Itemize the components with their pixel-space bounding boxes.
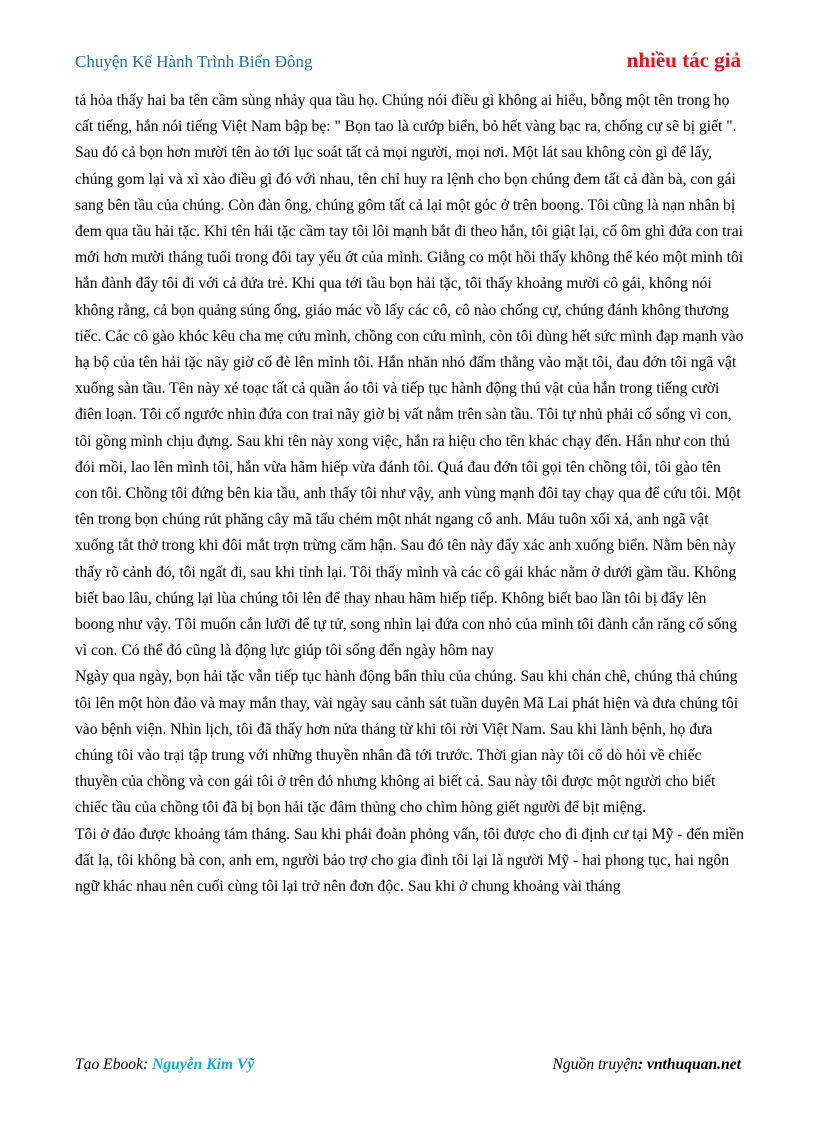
source-credit-label: Nguồn truyện <box>552 1056 638 1073</box>
page-footer <box>75 1056 741 1078</box>
page-header <box>75 48 741 78</box>
source-site: vnthuquan.net <box>646 1056 741 1073</box>
ebook-credit-separator: : <box>143 1056 153 1073</box>
page-body <box>75 88 746 1033</box>
book-title: Chuyện Kể Hành Trình Biển Đông <box>75 52 313 71</box>
paragraph: Sau đó cả bọn hơn mười tên ào tới lục soát tất cả mọi người, mọi nơi. Một lát sau không còn gì để lấy, chúng gom lại và xì xào điều gì đó với nhau, tên chỉ huy ra lệnh cho bọn chúng đem tất cả đàn bà, con gái sang bên tầu của chúng. Còn đàn ông, chúng gôm tất cả lại một góc ở trên boong. Tôi cũng là nạn nhân bị đem qua tầu hải tặc. Khi tên hải tặc cầm tay tôi lôi mạnh bắt đi theo hắn, tôi giật lại, cố ôm ghì đứa con trai mới hơn mười tháng tuổi trong đôi tay yếu ớt của mình. Giằng co một hồi thấy không thể kéo một mình tôi hắn đành đẩy tôi đi với cả đứa trẻ. Khi qua tới tầu bọn hải tặc, tôi thấy khoảng mười cô gái, không nói không rằng, cả bọn quảng súng ống, giáo mác vồ lấy các cô, cô nào chống cự, chúng đánh không thương tiếc. Các cô gào khóc kêu cha mẹ cứu mình, chồng con cứu mình, còn tôi dùng hết sức mình đạp mạnh vào hạ bộ của tên hải tặc nãy giờ cố đè lên mình tôi. Hắn nhăn nhó đấm thẳng vào mặt tôi, đau đớn tôi ngã vật xuống sàn tầu. Tên này xé toạc tất cả quần áo tôi và tiếp tục hành động thú vật của hắn trong tiếng cười điên loạn. Tôi cố ngước nhìn đứa con trai nãy giờ bị vất nằm trên sàn tầu. Tôi tự nhủ phải cố sống vì con, tôi gồng mình chịu đựng. Sau khi tên này xong việc, hắn ra hiệu cho tên khác chạy đến. Hắn như con thú đói mồi, lao lên mình tôi, hắn vừa hãm hiếp vừa đánh tôi. Quá đau đớn tôi gọi tên chồng tôi, tôi gào tên con tôi. Chồng tôi đứng bên kia tầu, anh thấy tôi như vậy, anh vùng mạnh đôi tay chạy qua để cứu tôi. Một tên trong bọn chúng rút phăng cây mã tấu chém một nhát ngang cổ anh. Máu tuôn xối xả, anh ngã vật xuống tắt thở trong khi đôi mắt trợn trừng căm hận. Sau đó tên này đẩy xác anh xuống biển. Nằm bên này thấy rõ cảnh đó, tôi ngất đi, sau khi tỉnh lại. Tôi thấy mình và các cô gái khác nằm ở dưới gầm tầu. Không biết bao lâu, chúng lại lùa chúng tôi lên để thay nhau hãm hiếp tiếp. Không biết bao lần tôi bị đẩy lên boong như vậy. Tôi muốn cắn lưỡi để tự tử, song nhìn lại đứa con nhỏ của mình tôi đành cắn răng cố sống vì con. Có thể đó cũng là động lực giúp tôi sống đến ngày hôm nay <box>75 144 744 660</box>
paragraph: tá hỏa thấy hai ba tên cầm sùng nhảy qua tầu họ. Chúng nói điều gì không ai hiểu, bỗng một tên trong họ cất tiếng, hắn nói tiếng Việt Nam bập bẹ: " Bọn tao là cướp biển, bỏ hết vàng bạc ra, chống cự sẽ bị giết ". <box>75 92 737 136</box>
ebook-credit-label: Tạo Ebook <box>75 1056 144 1073</box>
ebook-creator-name: Nguyễn Kim Vỹ <box>152 1056 255 1073</box>
source-credit <box>553 1056 741 1074</box>
paragraph: Tôi ở đảo được khoảng tám tháng. Sau khi phái đoàn phỏng vấn, tôi được cho đi định cư tại Mỹ - đến miền đất lạ, tôi không bà con, anh em, người bảo trợ cho gia đình tôi lại là người Mỹ - hai phong tục, hai ngôn ngữ khác nhau nên cuối cùng tôi lại trở nên đơn độc. Sau khi ở chung khoảng vài tháng <box>75 825 744 896</box>
ebook-credit <box>75 1056 254 1074</box>
book-author: nhiều tác giả <box>626 48 741 72</box>
paragraph: Ngày qua ngày, bọn hải tặc vẫn tiếp tục hành động bẩn thỉu của chúng. Sau khi chán chê, chúng thả chúng tôi lên một hòn đảo và may mắn thay, vài ngày sau cảnh sát tuần duyên Mã Lai phát hiện và đưa chúng tôi vào bệnh viện. Nhìn lịch, tôi đã thấy hơn nửa tháng từ khi tôi rời Việt Nam. Sau khi lành bệnh, họ đưa chúng tôi vào trại tập trung với những thuyền nhân đã tới trước. Thời gian này tôi cố dò hỏi về chiếc thuyền của chồng và con gái tôi ở trên đó nhưng không ai biết cả. Sau này tôi được một người cho biết chiếc tầu của chồng tôi đã bị bọn hải tặc đâm thủng cho chìm hòng giết người để bịt miệng. <box>75 668 739 817</box>
source-credit-separator: : <box>637 1056 647 1073</box>
